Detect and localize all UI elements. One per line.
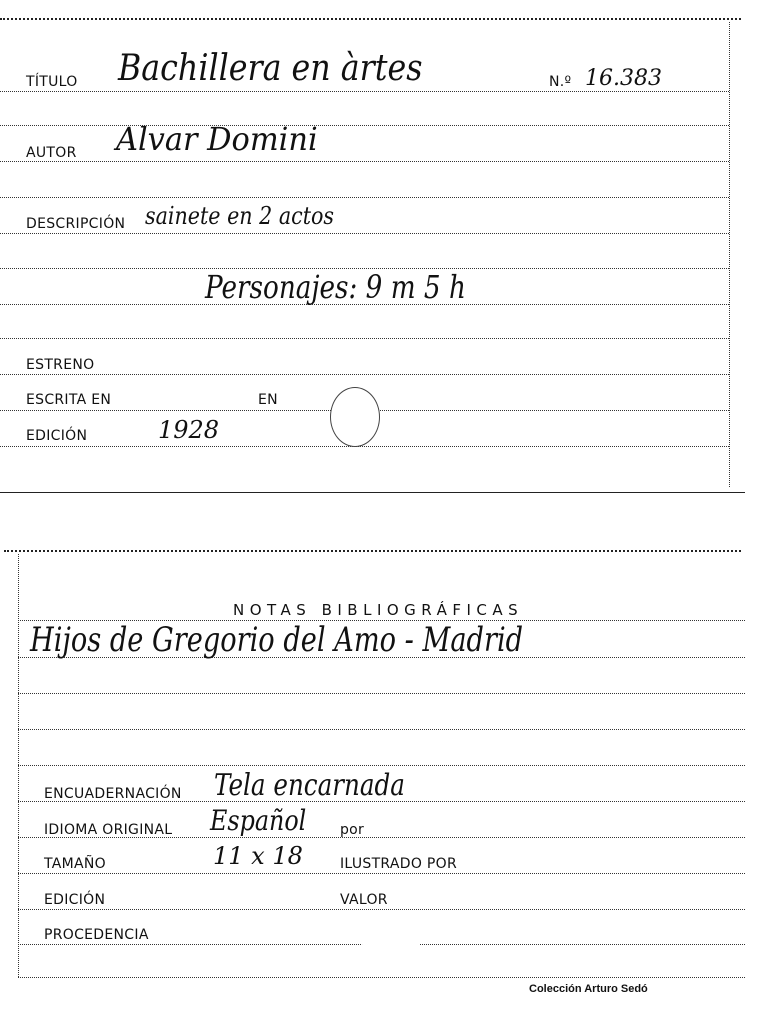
personajes-value: Personajes: 9 m 5 h xyxy=(205,268,466,306)
encuadernacion-label: ENCUADERNACIÓN xyxy=(44,786,182,802)
por-label: por xyxy=(340,822,365,838)
card-top-edge xyxy=(0,18,741,20)
rule-line xyxy=(0,374,729,375)
ilustrado-label: ILUSTRADO POR xyxy=(340,856,457,872)
rule-line xyxy=(18,765,745,766)
rule-line xyxy=(0,161,729,162)
numero-value: 16.383 xyxy=(585,66,662,91)
card-bottom-edge xyxy=(0,492,745,493)
rule-line xyxy=(18,909,745,910)
tamano-value: 11 x 18 xyxy=(213,842,303,870)
catalog-card-back xyxy=(0,540,759,1000)
estreno-label: ESTRENO xyxy=(26,357,95,373)
rule-line xyxy=(0,233,729,234)
rule-line xyxy=(18,977,745,978)
punch-hole xyxy=(330,387,380,447)
autor-value: Alvar Domini xyxy=(116,120,318,158)
rule-line xyxy=(18,693,745,694)
encuadernacion-value: Tela encarnada xyxy=(214,768,405,803)
tamano-label: TAMAÑO xyxy=(44,856,106,872)
autor-label: AUTOR xyxy=(26,145,77,161)
notas-heading: NOTAS BIBLIOGRÁFICAS xyxy=(233,601,524,619)
edicion-label: EDICIÓN xyxy=(26,428,88,444)
en-label: EN xyxy=(258,392,278,408)
rule-line xyxy=(0,197,729,198)
descripcion-value: sainete en 2 actos xyxy=(145,202,335,230)
titulo-value: Bachillera en àrtes xyxy=(118,48,423,89)
card-top-edge xyxy=(4,550,741,552)
card-right-edge xyxy=(729,22,730,487)
rule-line xyxy=(0,338,729,339)
rule-line xyxy=(18,729,745,730)
valor-label: VALOR xyxy=(340,892,388,908)
idioma-label: IDIOMA ORIGINAL xyxy=(44,822,173,838)
procedencia-label: PROCEDENCIA xyxy=(44,927,149,943)
numero-label: N.º xyxy=(549,74,572,90)
rule-line xyxy=(0,446,729,447)
punch-hole xyxy=(362,912,420,974)
notas-value: Hijos de Gregorio del Amo - Madrid xyxy=(30,620,524,660)
rule-line xyxy=(0,91,729,92)
titulo-label: TÍTULO xyxy=(26,74,78,90)
collection-credit: Colección Arturo Sedó xyxy=(529,983,648,995)
descripcion-label: DESCRIPCIÓN xyxy=(26,216,126,232)
rule-line xyxy=(0,125,729,126)
catalog-card-front xyxy=(0,0,759,495)
rule-line xyxy=(18,873,745,874)
edicion-value: 1928 xyxy=(158,416,220,444)
idioma-value: Español xyxy=(210,804,307,837)
escrita-en-label: ESCRITA EN xyxy=(26,392,112,408)
edicion-label: EDICIÓN xyxy=(44,892,106,908)
